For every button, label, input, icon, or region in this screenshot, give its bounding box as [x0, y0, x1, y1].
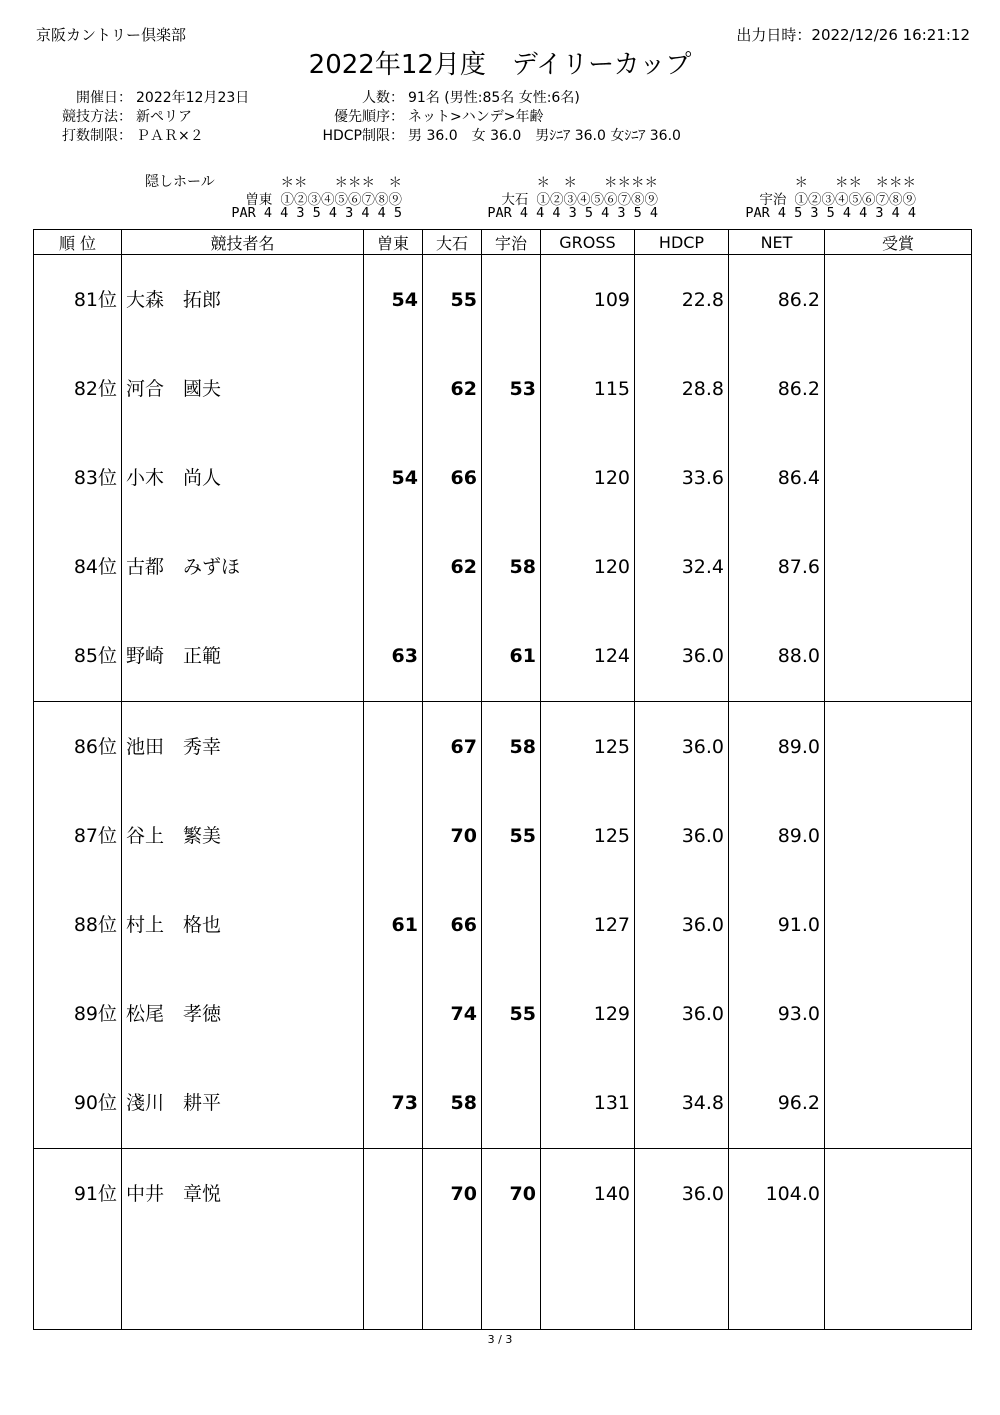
cell-empty	[729, 1239, 825, 1330]
hidden-holes-label: 隠しホール	[145, 174, 215, 190]
cell-gross: 127	[541, 881, 635, 970]
cell-net: 104.0	[729, 1149, 825, 1239]
cell-empty	[423, 1239, 482, 1330]
players-label: 人数：	[362, 90, 404, 106]
cell-name: 河合 國夫	[122, 345, 364, 434]
course-par-oishi: PAR 4 4 4 3 5 4 3 5 4	[487, 205, 658, 221]
cell-award	[825, 1058, 972, 1148]
cell-gross: 129	[541, 969, 635, 1058]
table-row	[34, 345, 972, 434]
table-row	[34, 969, 972, 1058]
cell-sotou	[364, 522, 423, 611]
cell-rank: 83位	[34, 434, 122, 523]
priority-label: 優先順序：	[334, 109, 404, 125]
limit-value: ＰＡＲ×２	[136, 128, 204, 144]
cell-hdcp: 34.8	[635, 1058, 729, 1148]
table-row	[34, 1149, 972, 1239]
cell-uji: 70	[482, 1149, 541, 1239]
date-label: 開催日：	[76, 90, 132, 106]
cell-empty	[364, 1239, 423, 1330]
hidden-stars-sotou: ＊＊ ＊＊＊ ＊	[280, 175, 402, 191]
cell-award	[825, 434, 972, 523]
cell-sotou: 54	[364, 255, 423, 345]
cell-oishi: 70	[423, 1149, 482, 1239]
cell-uji: 53	[482, 345, 541, 434]
cell-oishi	[423, 611, 482, 701]
cell-rank: 90位	[34, 1058, 122, 1148]
col-header-sotou: 曽東	[364, 230, 423, 255]
cell-sotou	[364, 792, 423, 881]
cell-hdcp: 32.4	[635, 522, 729, 611]
col-header-player: 競技者名	[122, 230, 364, 255]
table-row	[34, 792, 972, 881]
cell-award	[825, 1149, 972, 1239]
cell-oishi: 67	[423, 702, 482, 792]
cell-empty	[541, 1239, 635, 1330]
cell-award	[825, 969, 972, 1058]
cell-uji: 55	[482, 969, 541, 1058]
col-header-oishi: 大石	[423, 230, 482, 255]
cell-name: 淺川 耕平	[122, 1058, 364, 1148]
cell-empty	[635, 1239, 729, 1330]
table-row	[34, 881, 972, 970]
method-value: 新ペリア	[136, 109, 192, 125]
col-header-hdcp: HDCP	[635, 230, 729, 255]
cell-sotou: 63	[364, 611, 423, 701]
cell-oishi: 66	[423, 881, 482, 970]
limit-label: 打数制限：	[62, 128, 132, 144]
cell-sotou: 61	[364, 881, 423, 970]
printed-timestamp: 出力日時：2022/12/26 16:21:12	[736, 26, 970, 44]
cell-rank: 82位	[34, 345, 122, 434]
cell-rank: 81位	[34, 255, 122, 345]
cell-sotou: 54	[364, 434, 423, 523]
cell-hdcp: 22.8	[635, 255, 729, 345]
cell-award	[825, 345, 972, 434]
course-par-sotou: PAR 4 4 3 5 4 3 4 4 5	[231, 205, 402, 221]
cell-award	[825, 792, 972, 881]
cell-award	[825, 255, 972, 345]
cell-oishi: 74	[423, 969, 482, 1058]
cell-uji: 55	[482, 792, 541, 881]
cell-empty	[482, 1239, 541, 1330]
page-title: 2022年12月度 デイリーカップ	[308, 50, 692, 80]
cell-uji	[482, 434, 541, 523]
table-row	[34, 611, 972, 701]
col-header-rank: 順 位	[34, 230, 122, 255]
cell-award	[825, 702, 972, 792]
col-header-net: NET	[729, 230, 825, 255]
cell-name: 野崎 正範	[122, 611, 364, 701]
col-header-gross: GROSS	[541, 230, 635, 255]
cell-net: 88.0	[729, 611, 825, 701]
cell-hdcp: 36.0	[635, 611, 729, 701]
cell-net: 86.4	[729, 434, 825, 523]
date-value: 2022年12月23日	[136, 90, 250, 106]
cell-empty	[825, 1239, 972, 1330]
cell-net: 89.0	[729, 702, 825, 792]
table-row	[34, 522, 972, 611]
cell-hdcp: 36.0	[635, 792, 729, 881]
cell-gross: 124	[541, 611, 635, 701]
cell-award	[825, 522, 972, 611]
table-row	[34, 1058, 972, 1148]
course-par-uji: PAR 4 5 3 5 4 4 3 4 4	[745, 205, 916, 221]
cell-sotou	[364, 345, 423, 434]
cell-sotou	[364, 969, 423, 1058]
cell-gross: 125	[541, 702, 635, 792]
hdcp-limit-value: 男 36.0 女 36.0 男ｼﾆｱ 36.0 女ｼﾆｱ 36.0	[408, 128, 681, 144]
cell-name: 池田 秀幸	[122, 702, 364, 792]
course-holes-uji: 宇治 ①②③④⑤⑥⑦⑧⑨	[759, 192, 916, 208]
cell-net: 93.0	[729, 969, 825, 1058]
results-table	[33, 229, 972, 1330]
cell-name: 古都 みずほ	[122, 522, 364, 611]
cell-gross: 125	[541, 792, 635, 881]
cell-uji	[482, 255, 541, 345]
cell-gross: 120	[541, 522, 635, 611]
cell-uji: 58	[482, 522, 541, 611]
club-name: 京阪カントリー倶楽部	[36, 26, 187, 44]
cell-net: 86.2	[729, 255, 825, 345]
cell-sotou	[364, 1149, 423, 1239]
hdcp-limit-label: HDCP制限：	[322, 128, 404, 144]
cell-name: 中井 章悦	[122, 1149, 364, 1239]
cell-award	[825, 611, 972, 701]
cell-empty	[34, 1239, 122, 1330]
table-row	[34, 255, 972, 345]
hidden-stars-oishi: ＊ ＊ ＊＊＊＊	[536, 175, 658, 191]
cell-uji: 61	[482, 611, 541, 701]
cell-net: 89.0	[729, 792, 825, 881]
cell-uji	[482, 881, 541, 970]
cell-name: 谷上 繁美	[122, 792, 364, 881]
cell-sotou	[364, 702, 423, 792]
cell-rank: 91位	[34, 1149, 122, 1239]
cell-rank: 86位	[34, 702, 122, 792]
table-row	[34, 702, 972, 792]
col-header-award: 受賞	[825, 230, 972, 255]
cell-uji: 58	[482, 702, 541, 792]
cell-net: 86.2	[729, 345, 825, 434]
cell-uji	[482, 1058, 541, 1148]
cell-rank: 84位	[34, 522, 122, 611]
cell-rank: 89位	[34, 969, 122, 1058]
course-holes-oishi: 大石 ①②③④⑤⑥⑦⑧⑨	[501, 192, 658, 208]
cell-net: 91.0	[729, 881, 825, 970]
cell-hdcp: 28.8	[635, 345, 729, 434]
cell-net: 96.2	[729, 1058, 825, 1148]
priority-value: ネット>ハンデ>年齢	[408, 109, 544, 125]
course-holes-sotou: 曽東 ①②③④⑤⑥⑦⑧⑨	[245, 192, 402, 208]
cell-empty	[122, 1239, 364, 1330]
cell-oishi: 55	[423, 255, 482, 345]
table-row	[34, 434, 972, 523]
cell-hdcp: 36.0	[635, 1149, 729, 1239]
cell-gross: 120	[541, 434, 635, 523]
cell-gross: 109	[541, 255, 635, 345]
cell-gross: 140	[541, 1149, 635, 1239]
cell-name: 小木 尚人	[122, 434, 364, 523]
hidden-stars-uji: ＊ ＊＊ ＊＊＊	[794, 175, 916, 191]
cell-rank: 85位	[34, 611, 122, 701]
method-label: 競技方法：	[62, 109, 132, 125]
col-header-uji: 宇治	[482, 230, 541, 255]
cell-hdcp: 36.0	[635, 702, 729, 792]
cell-hdcp: 36.0	[635, 969, 729, 1058]
cell-oishi: 58	[423, 1058, 482, 1148]
players-value: 91名 (男性:85名 女性:6名)	[408, 90, 580, 106]
cell-rank: 88位	[34, 881, 122, 970]
cell-gross: 131	[541, 1058, 635, 1148]
cell-name: 村上 格也	[122, 881, 364, 970]
table-header-row	[34, 230, 972, 255]
cell-rank: 87位	[34, 792, 122, 881]
cell-gross: 115	[541, 345, 635, 434]
cell-oishi: 70	[423, 792, 482, 881]
cell-award	[825, 881, 972, 970]
cell-hdcp: 33.6	[635, 434, 729, 523]
page-number: 3 / 3	[487, 1333, 513, 1346]
cell-sotou: 73	[364, 1058, 423, 1148]
cell-oishi: 62	[423, 522, 482, 611]
cell-hdcp: 36.0	[635, 881, 729, 970]
table-filler-row	[34, 1239, 972, 1330]
cell-name: 大森 拓郎	[122, 255, 364, 345]
cell-name: 松尾 孝徳	[122, 969, 364, 1058]
cell-net: 87.6	[729, 522, 825, 611]
cell-oishi: 62	[423, 345, 482, 434]
cell-oishi: 66	[423, 434, 482, 523]
